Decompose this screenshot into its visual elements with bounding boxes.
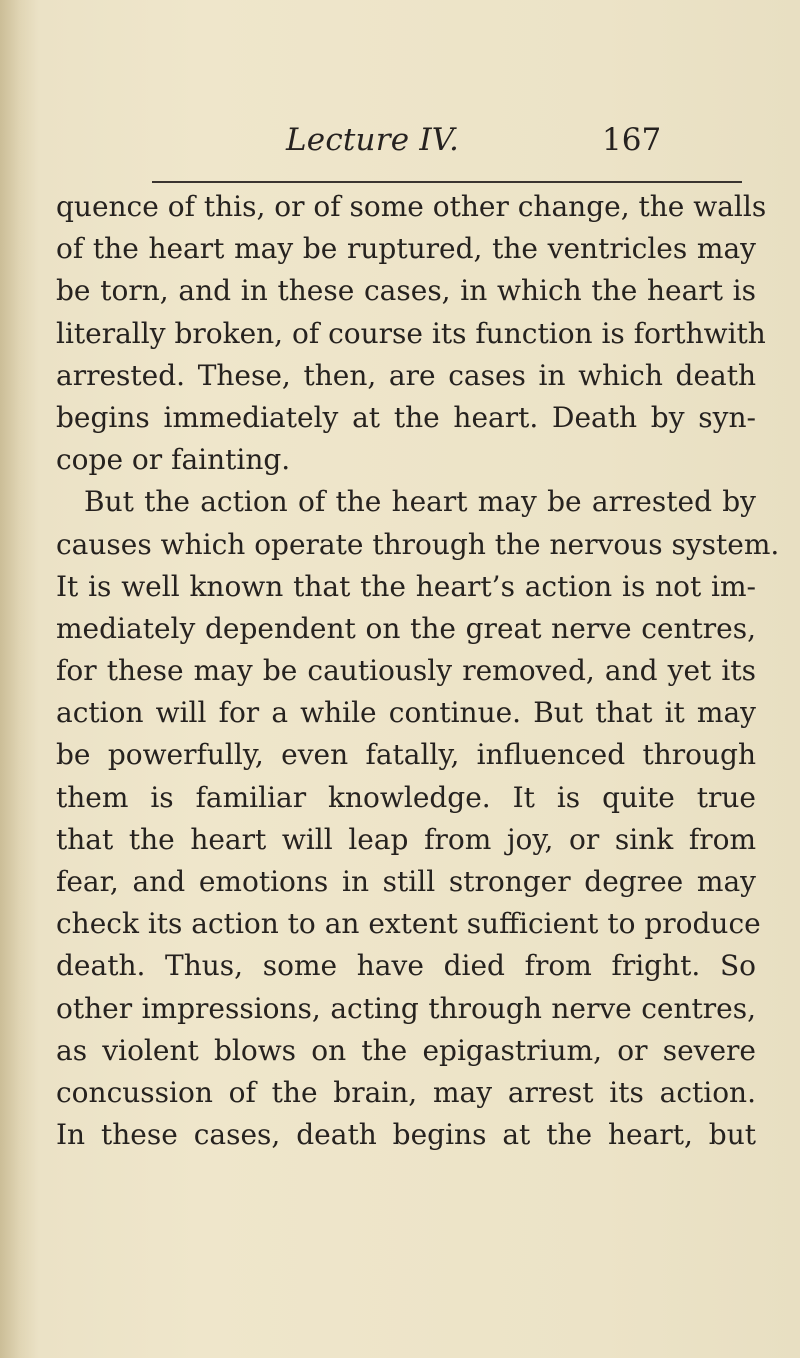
text-line: It is well known that the heart’s action is not im- bbox=[56, 569, 756, 603]
header-rule bbox=[152, 181, 742, 183]
text-line: that the heart will leap from joy, or sink from bbox=[56, 822, 756, 856]
running-head bbox=[40, 122, 800, 172]
binding-gutter-shadow bbox=[0, 0, 38, 1358]
text-line: as violent blows on the epigastrium, or severe bbox=[56, 1033, 756, 1067]
text-line: mediately dependent on the great nerve centres, bbox=[56, 611, 756, 645]
running-title: Lecture IV. bbox=[286, 122, 460, 158]
text-line: other impressions, acting through nerve centres, bbox=[56, 991, 756, 1025]
body-text bbox=[56, 186, 780, 1156]
text-line: of the heart may be ruptured, the ventricles may bbox=[56, 232, 756, 266]
text-line: But the action of the heart may be arrested by bbox=[84, 485, 756, 519]
text-line: check its action to an extent sufficient to produce bbox=[56, 907, 761, 941]
text-line: for these may be cautiously removed, and yet its bbox=[56, 654, 756, 688]
text-line: action will for a while continue. But that it may bbox=[56, 696, 756, 730]
text-line: cope or fainting. bbox=[56, 443, 291, 477]
text-line: be torn, and in these cases, in which the heart is bbox=[56, 274, 756, 308]
text-line: them is familiar knowledge. It is quite true bbox=[56, 780, 756, 814]
page-number: 167 bbox=[602, 122, 662, 158]
text-line: concussion of the brain, may arrest its action. bbox=[56, 1075, 756, 1109]
text-line: In these cases, death begins at the heart, but bbox=[56, 1118, 756, 1152]
text-line: literally broken, of course its function is forthwith bbox=[56, 316, 766, 350]
text-line: arrested. These, then, are cases in which death bbox=[56, 358, 756, 392]
text-line: fear, and emotions in still stronger degree may bbox=[56, 865, 756, 898]
text-line: death. Thus, some have died from fright. So bbox=[56, 949, 756, 983]
text-line: quence of this, or of some other change, the walls bbox=[56, 190, 767, 223]
text-line: begins immediately at the heart. Death by syn- bbox=[56, 400, 756, 434]
text-line: causes which operate through the nervous system. bbox=[56, 527, 780, 561]
text-line: be powerfully, even fatally, influenced through bbox=[56, 738, 756, 772]
